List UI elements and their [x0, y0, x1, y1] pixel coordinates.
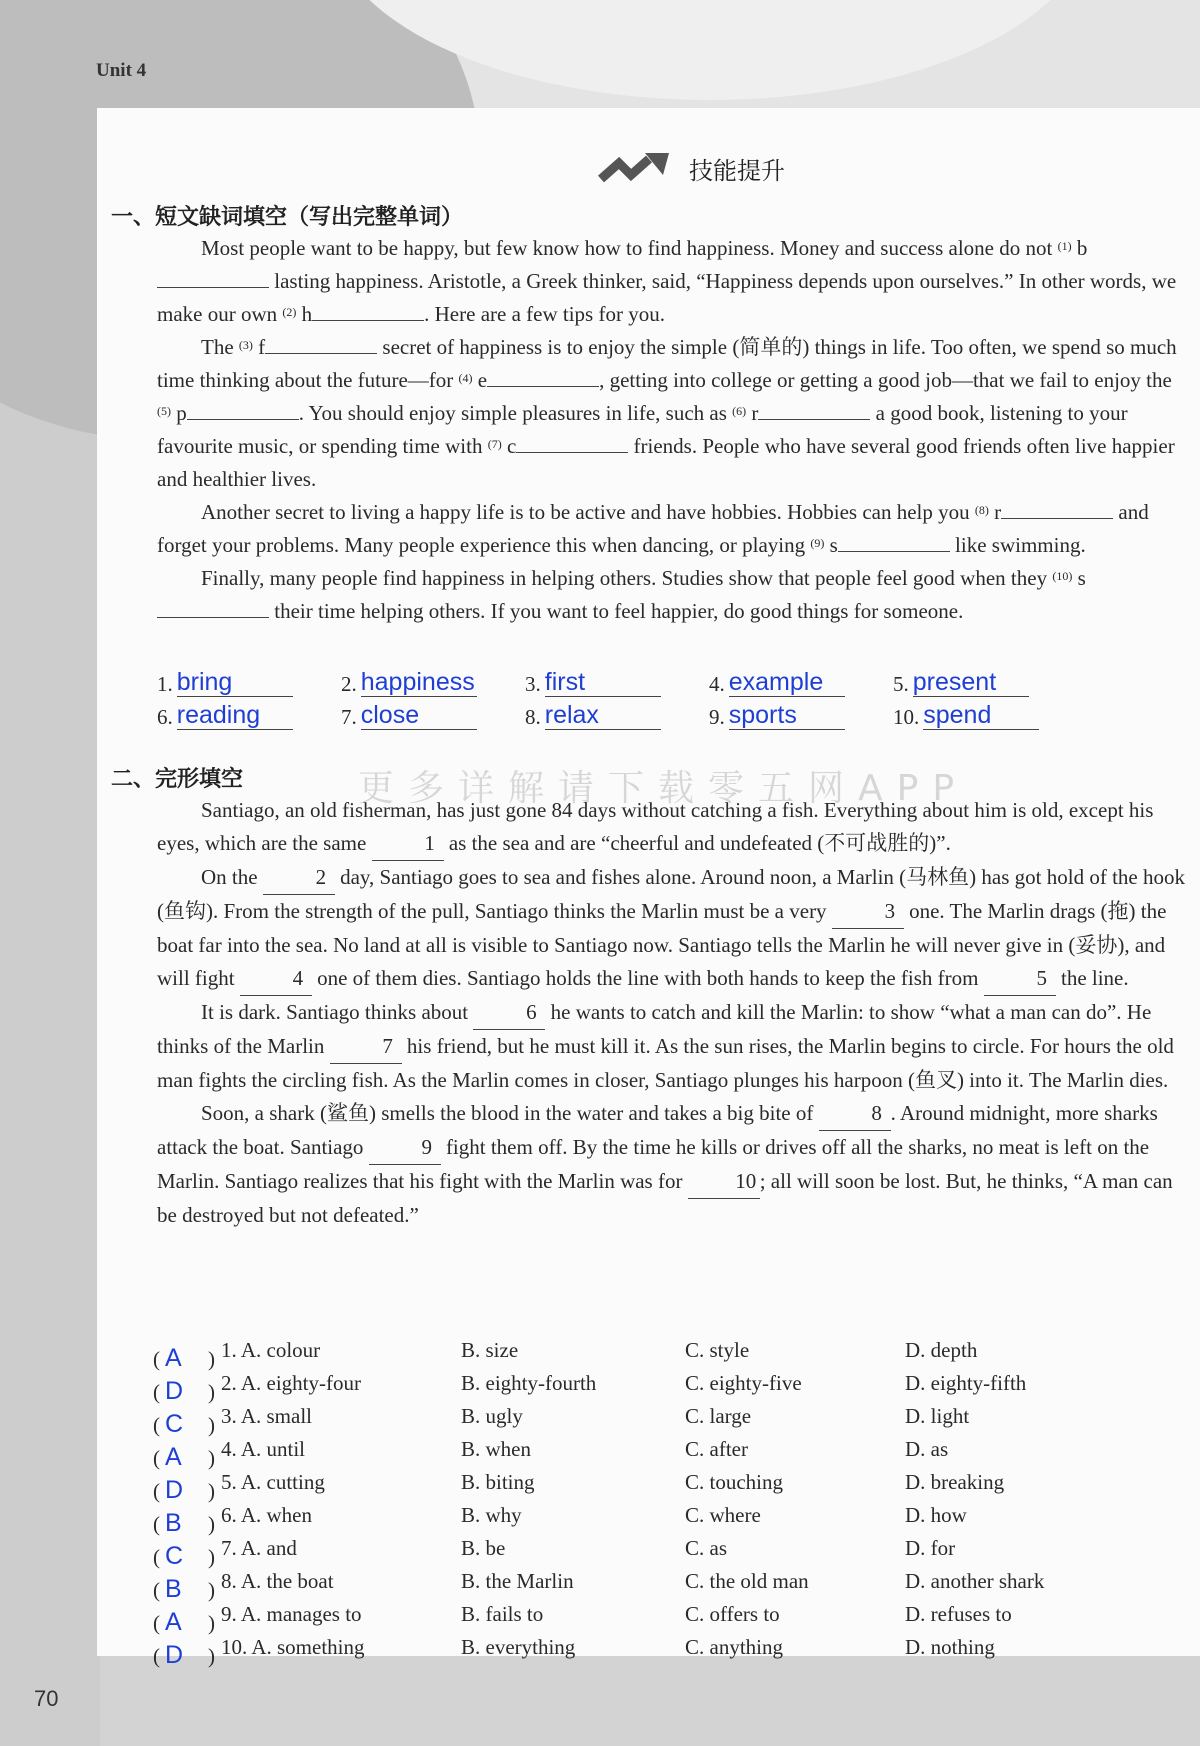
- text: one. The Marlin drags (拖) the boat far into the sea. No land at all is visible to Santiago now. Santiago tells the Marlin he will never give in (妥协), and will fight: [157, 899, 1167, 990]
- blank-2: 2: [263, 861, 335, 895]
- answer-letter: A: [165, 1607, 182, 1636]
- answer-letter: B: [165, 1508, 182, 1537]
- answer-word: reading: [177, 701, 293, 730]
- option-c: C. where: [685, 1503, 761, 1527]
- answer-row: [157, 664, 1157, 697]
- text: Santiago, an old fisherman, has just gone 84 days without catching a fish. Everything about him is old, except his eyes, which are the same: [157, 798, 1154, 855]
- option-c: C. as: [685, 1536, 727, 1560]
- answer-number: 3.: [525, 672, 541, 696]
- paragraph: [157, 331, 1187, 496]
- fill-blank: [758, 399, 870, 420]
- text: On the: [201, 865, 263, 889]
- text: c: [501, 434, 517, 458]
- paren: (: [153, 1412, 160, 1437]
- paren: (: [153, 1610, 160, 1635]
- blank-9: 9: [369, 1131, 441, 1165]
- paragraph: [157, 1097, 1187, 1232]
- text: s: [1072, 566, 1086, 590]
- blank-3: 3: [832, 895, 904, 929]
- option-c: C. offers to: [685, 1602, 780, 1626]
- text: the line.: [1055, 966, 1129, 990]
- text: Another secret to living a happy life is to be active and have hobbies. Hobbies can help you: [201, 500, 975, 524]
- choice-row: [153, 1334, 1163, 1372]
- text: It is dark. Santiago thinks about: [201, 1000, 474, 1024]
- option-c: C. large: [685, 1404, 752, 1428]
- paren: (: [153, 1643, 160, 1668]
- answer-word: example: [729, 668, 845, 697]
- paragraph: [157, 562, 1187, 628]
- blank-1: 1: [372, 827, 444, 861]
- blank-5: 5: [984, 962, 1056, 996]
- choice-row: [153, 1400, 1163, 1438]
- answer-letter: C: [165, 1409, 184, 1438]
- text: friends. People who have several good friends often live happier and healthier lives.: [157, 434, 1175, 491]
- option-c: C. anything: [685, 1635, 783, 1659]
- option-a: 3. A. small: [221, 1404, 313, 1428]
- paren: ): [208, 1346, 215, 1371]
- paragraph: [157, 496, 1187, 562]
- text: e: [472, 368, 488, 392]
- option-b: B. ugly: [461, 1404, 523, 1428]
- paren: (: [153, 1544, 160, 1569]
- option-c: C. the old man: [685, 1569, 809, 1593]
- answer-item: [893, 668, 1077, 697]
- text: fight them off. By the time he kills or drives off all the sharks, no meat is left on the Marlin. Santiago realizes that his fight with the Marlin was for: [157, 1135, 1150, 1193]
- answer-number: 10.: [893, 705, 920, 729]
- answer-number: 5.: [893, 672, 909, 696]
- option-d: D. eighty-fifth: [905, 1371, 1027, 1395]
- fill-blank: [312, 300, 424, 321]
- text: Finally, many people find happiness in helping others. Studies show that people feel good when they: [201, 566, 1053, 590]
- text: The: [201, 335, 239, 359]
- fill-blank: [838, 531, 950, 552]
- text: . You should enjoy simple pleasures in life, such as: [298, 401, 733, 425]
- paren: ): [208, 1379, 215, 1404]
- answer-letter: D: [165, 1376, 184, 1405]
- choice-row: [153, 1631, 1163, 1669]
- answer-row: [157, 697, 1157, 730]
- text: lasting happiness. Aristotle, a Greek thinker, said, “Happiness depends upon ourselves.” In other words, we make our own: [157, 269, 1177, 326]
- answer-letter: A: [165, 1442, 182, 1471]
- text: h: [296, 302, 313, 326]
- text: a good book, listening to your favourite music, or spending time with: [157, 401, 1128, 458]
- part2-title: 二、完形填空: [111, 767, 244, 792]
- watermark: 更多详解请下载零五网APP: [358, 768, 969, 809]
- blank-number: (2): [282, 305, 297, 319]
- part2-passage: [157, 794, 1187, 1232]
- answer-number: 7.: [341, 705, 357, 729]
- option-b: B. everything: [461, 1635, 576, 1659]
- choice-row: [153, 1598, 1163, 1636]
- paren: (: [153, 1577, 160, 1602]
- option-d: D. how: [905, 1503, 967, 1527]
- option-d: D. nothing: [905, 1635, 995, 1659]
- option-a: 9. A. manages to: [221, 1602, 362, 1626]
- content-panel: [97, 108, 1200, 1669]
- answer-number: 1.: [157, 672, 173, 696]
- answer-word: happiness: [361, 668, 477, 697]
- answer-word: close: [361, 701, 477, 730]
- paren: (: [153, 1346, 160, 1371]
- answer-letter: D: [165, 1640, 184, 1669]
- paren: ): [208, 1511, 215, 1536]
- paren: ): [208, 1412, 215, 1437]
- text: like swimming.: [949, 533, 1086, 557]
- text: p: [171, 401, 187, 425]
- option-a: 6. A. when: [221, 1503, 312, 1527]
- paragraph: [157, 861, 1187, 996]
- blank-number: (10): [1052, 569, 1073, 583]
- answer-word: present: [913, 668, 1029, 697]
- part1-answers: [157, 664, 1157, 730]
- option-c: C. style: [685, 1338, 750, 1362]
- answer-number: 2.: [341, 672, 357, 696]
- answer-word: first: [545, 668, 661, 697]
- answer-letter: B: [165, 1574, 182, 1603]
- skill-header: [597, 148, 785, 188]
- paren: (: [153, 1511, 160, 1536]
- blank-7: 7: [330, 1030, 402, 1064]
- text: r: [746, 401, 759, 425]
- unit-label: Unit 4: [96, 60, 147, 81]
- answer-item: [157, 668, 341, 697]
- option-b: B. fails to: [461, 1602, 544, 1626]
- text: one of them dies. Santiago holds the line with both hands to keep the fish from: [311, 966, 984, 990]
- option-b: B. biting: [461, 1470, 535, 1494]
- answer-word: bring: [177, 668, 293, 697]
- option-b: B. why: [461, 1503, 522, 1527]
- text: . Here are a few tips for you.: [424, 302, 665, 326]
- option-a: 2. A. eighty-four: [221, 1371, 361, 1395]
- part1-passage: [157, 232, 1187, 628]
- option-c: C. touching: [685, 1470, 783, 1494]
- paren: ): [208, 1643, 215, 1668]
- option-a: 7. A. and: [221, 1536, 297, 1560]
- text: his friend, but he must kill it. As the sun rises, the Marlin begins to circle. For hours the old man fights the circling fish. As the Marlin comes in closer, Santiago plunges his harpoon (鱼叉) into it. The Marlin dies.: [157, 1034, 1174, 1092]
- choice-row: [153, 1565, 1163, 1603]
- fill-blank: [157, 597, 269, 618]
- fill-blank: [265, 333, 377, 354]
- answer-letter: A: [165, 1343, 182, 1372]
- blank-4: 4: [240, 962, 312, 996]
- choice-list: [153, 1334, 1163, 1669]
- answer-item: [341, 668, 525, 697]
- answer-letter: D: [165, 1475, 184, 1504]
- text: day, Santiago goes to sea and fishes alone. Around noon, a Marlin (马林鱼) has got hold of the hook (鱼钩). From the strength of the pull, Santiago thinks the Marlin must be a very: [157, 865, 1185, 923]
- text: r: [988, 500, 1002, 524]
- option-c: C. eighty-five: [685, 1371, 802, 1395]
- option-b: B. eighty-fourth: [461, 1371, 597, 1395]
- choice-row: [153, 1499, 1163, 1537]
- answer-word: sports: [729, 701, 845, 730]
- paren: ): [208, 1445, 215, 1470]
- choice-row: [153, 1466, 1163, 1504]
- blank-number: (6): [732, 404, 747, 418]
- paren: ): [208, 1610, 215, 1635]
- paren: (: [153, 1478, 160, 1503]
- text: , getting into college or getting a good job—that we fail to enjoy the: [599, 368, 1172, 392]
- option-d: D. for: [905, 1536, 956, 1560]
- blank-number: (4): [458, 371, 473, 385]
- blank-10: 10: [688, 1165, 760, 1199]
- answer-word: spend: [923, 701, 1039, 730]
- text: . Around midnight, more sharks attack the boat. Santiago: [157, 1101, 1158, 1159]
- option-d: D. depth: [905, 1338, 978, 1362]
- paren: (: [153, 1445, 160, 1470]
- blank-number: (1): [1057, 239, 1072, 253]
- paragraph: [157, 232, 1187, 331]
- text: their time helping others. If you want to feel happier, do good things for someone.: [269, 599, 964, 623]
- fill-blank: [187, 399, 299, 420]
- option-b: B. the Marlin: [461, 1569, 574, 1593]
- option-a: 4. A. until: [221, 1437, 306, 1461]
- blank-8: 8: [819, 1097, 891, 1131]
- option-d: D. breaking: [905, 1470, 1005, 1494]
- answer-item: [525, 668, 709, 697]
- text: he wants to catch and kill the Marlin: to show “what a man can do”. He thinks of the Marlin: [157, 1000, 1152, 1058]
- blank-number: (3): [238, 338, 253, 352]
- option-a: 8. A. the boat: [221, 1569, 334, 1593]
- answer-item: [341, 701, 525, 730]
- option-d: D. another shark: [905, 1569, 1045, 1593]
- paren: ): [208, 1544, 215, 1569]
- answer-item: [893, 701, 1077, 730]
- paragraph: [157, 996, 1187, 1097]
- choice-row: [153, 1433, 1163, 1471]
- answer-item: [525, 701, 709, 730]
- option-b: B. be: [461, 1536, 506, 1560]
- answer-word: relax: [545, 701, 661, 730]
- text: Most people want to be happy, but few know how to find happiness. Money and success alone do not: [201, 236, 1058, 260]
- text: Soon, a shark (鲨鱼) smells the blood in the water and takes a big bite of: [201, 1101, 819, 1125]
- option-b: B. size: [461, 1338, 519, 1362]
- option-a: 10. A. something: [221, 1635, 365, 1659]
- blank-number: (8): [974, 503, 989, 517]
- blank-6: 6: [473, 996, 545, 1030]
- text: b: [1071, 236, 1088, 260]
- option-d: D. refuses to: [905, 1602, 1012, 1626]
- text: s: [824, 533, 838, 557]
- answer-number: 4.: [709, 672, 725, 696]
- upward-trend-arrow-icon: [597, 151, 673, 185]
- option-a: 5. A. cutting: [221, 1470, 325, 1494]
- text: and forget your problems. Many people experience this when dancing, or playing: [157, 500, 1149, 557]
- blank-number: (5): [157, 404, 171, 418]
- fill-blank: [157, 267, 269, 288]
- text: f: [252, 335, 266, 359]
- answer-item: [709, 668, 893, 697]
- fill-blank: [1001, 498, 1113, 519]
- option-a: 1. A. colour: [221, 1338, 321, 1362]
- blank-number: (9): [810, 536, 825, 550]
- paren: (: [153, 1379, 160, 1404]
- answer-item: [709, 701, 893, 730]
- answer-number: 6.: [157, 705, 173, 729]
- text: ; all will soon be lost. But, he thinks, “A man can be destroyed but not defeated.”: [157, 1169, 1173, 1227]
- paren: ): [208, 1478, 215, 1503]
- fill-blank: [516, 432, 628, 453]
- part1-title: 一、短文缺词填空（写出完整单词）: [111, 205, 464, 230]
- answer-item: [157, 701, 341, 730]
- text: secret of happiness is to enjoy the simple (简单的) things in life. Too often, we spend so much time thinking about the future—for: [157, 335, 1177, 392]
- option-d: D. light: [905, 1404, 970, 1428]
- text: as the sea and are “cheerful and undefeated (不可战胜的)”.: [443, 831, 951, 855]
- paren: ): [208, 1577, 215, 1602]
- answer-number: 8.: [525, 705, 541, 729]
- blank-number: (7): [487, 437, 502, 451]
- fill-blank: [487, 366, 599, 387]
- page-number: 70: [34, 1686, 59, 1711]
- option-c: C. after: [685, 1437, 748, 1461]
- answer-letter: C: [165, 1541, 184, 1570]
- choice-row: [153, 1367, 1163, 1405]
- skill-title: 技能提升: [689, 156, 785, 185]
- option-d: D. as: [905, 1437, 949, 1461]
- option-b: B. when: [461, 1437, 531, 1461]
- answer-number: 9.: [709, 705, 725, 729]
- choice-row: [153, 1532, 1163, 1570]
